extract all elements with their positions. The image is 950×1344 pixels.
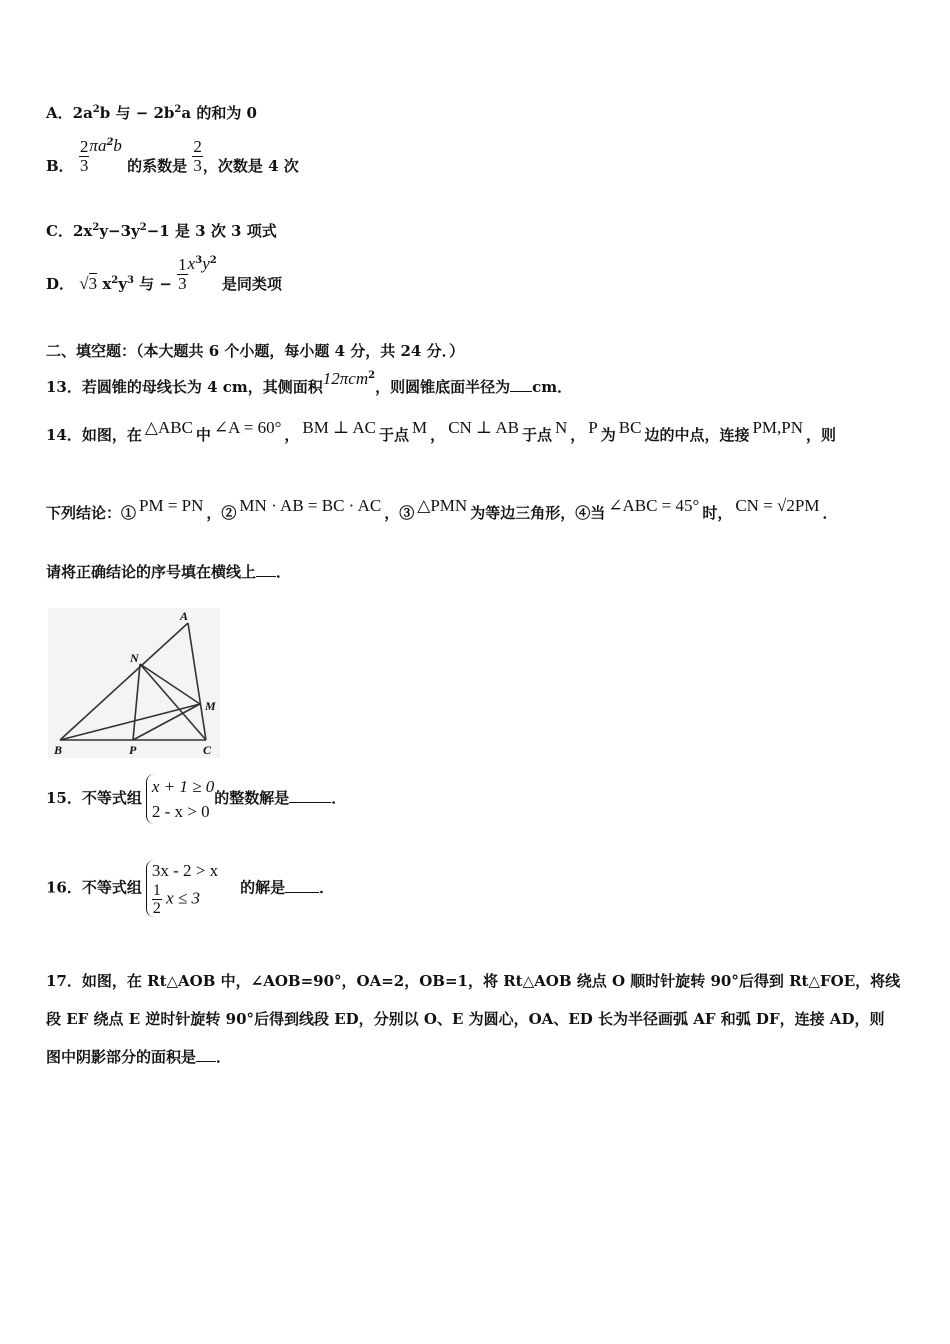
q16-row2: x ≤ 3 [161,888,201,908]
q14-text-segment: 于点 [379,426,410,444]
q14-line3-end: ． [276,563,292,581]
q13-answer-blank[interactable] [510,391,532,392]
q14-text-segment: ， [570,426,586,444]
q14-text-segment: ． [822,504,838,522]
option-c-sup2: 2 [139,222,147,233]
frac-num: 1 [152,882,161,899]
option-a-text3: a 的和为 0 [181,104,257,122]
question-17-line1: 17．如图，在 Rt△AOB 中，∠AOB=90°，OA=2，OB=1，将 Rt△AOB 绕点 O 顺时针旋转 90°后得到 Rt△FOE，将线 [46,972,901,990]
q14-math-segment: N [554,418,568,437]
q14-text-segment: ，③ [384,504,415,522]
option-d-fraction [177,256,188,293]
q14-math-segment: CN = √2PM [735,496,820,515]
question-14-line2 [46,496,838,523]
q17-answer-blank[interactable] [196,1061,216,1062]
q14-line3-text: 请将正确结论的序号填在横线上 [46,563,257,581]
question-15 [46,774,346,824]
label-c: C [203,743,212,757]
question-17-line3 [46,1046,231,1067]
question-14-line3 [46,561,291,582]
triangle-figure [48,608,220,758]
q14-math-segment: ∠A = 60° [213,418,282,437]
q14-math-segment: △PMN [417,496,468,515]
frac-num: 2 [79,137,89,156]
option-d [46,253,282,293]
option-b [46,135,299,175]
option-c-sup1: 2 [92,222,100,233]
label-n: N [130,651,139,665]
q15-text2: 的整数解是 [214,789,290,807]
option-b-label: B． [46,156,74,175]
q13-text1: 13．若圆锥的母线长为 4 cm，其侧面积 [46,378,323,396]
option-d-text2: y [118,274,127,293]
q13-text3: cm． [532,378,573,396]
option-a-text1: 2a [72,104,93,122]
option-d-x: x [187,253,196,273]
q13-text2: ，则圆锥底面半径为 [375,378,511,396]
option-d-sup3: 3 [195,254,203,266]
q15-row1: x + 1 ≥ 0 [151,777,215,796]
section-2-header: 二、填空题：（本大题共 6 个小题，每小题 4 分，共 24 分．） [46,342,465,360]
q14-text-segment: 为等边三角形，④当 [470,504,606,522]
option-d-text3: 与 − [133,274,178,293]
q14-text-segment: 于点 [521,426,552,444]
q14-text-segment: 下列结论：① [46,504,137,522]
q15-answer-blank[interactable] [289,802,331,803]
frac-num: 2 [193,137,202,156]
option-a-sup1: 2 [92,104,100,115]
q16-inequality-system [146,860,218,917]
q14-math-segment: P [588,418,598,437]
q16-text1: 16．不等式组 [46,878,142,897]
q14-math-segment: M [412,418,428,437]
label-b: B [54,743,63,757]
q14-text-segment: 为 [600,426,616,444]
option-b-fraction2 [192,138,203,175]
q14-math-segment: ∠ABC = 45° [608,496,700,515]
option-d-text4: 是同类项 [216,274,282,293]
option-a-text2: b 与 − 2b [99,104,175,122]
q16-fraction [152,882,162,917]
q14-text-segment: ， [430,426,446,444]
label-m: M [205,699,216,713]
option-d-sup4: 2 [209,254,217,266]
option-d-text1: x [97,274,112,293]
q17-line3-end: ． [216,1048,232,1066]
label-a: A [180,609,189,623]
q14-math-segment: PM = PN [139,496,204,515]
q14-text-segment: 中 [195,426,211,444]
option-c-text2: y−3y [99,222,140,240]
option-b-sup: 2 [106,136,114,148]
q15-text3: ． [331,789,347,807]
q16-text2: 的解是 [240,878,286,897]
q15-text1: 15．不等式组 [46,789,142,807]
q15-row2: 2 - x > 0 [151,802,210,821]
sqrt-sign: √3 [79,273,98,293]
frac-num: 1 [178,255,187,274]
q14-answer-blank[interactable] [256,576,276,577]
option-d-y: y [202,253,210,273]
q14-text-segment: ，② [206,504,237,522]
option-a-label: A． [46,104,73,122]
sqrt-radicand: 3 [88,273,98,293]
q13-sup: 2 [368,370,376,381]
q16-row1: 3x - 2 > x [151,861,219,880]
option-c [46,220,277,241]
q16-answer-blank[interactable] [285,892,319,893]
q14-text-segment: 时， [702,504,733,522]
option-b-text2: ，次数是 4 次 [202,156,299,175]
question-16 [46,860,334,917]
option-c-text1: 2x [72,222,93,240]
q14-text-segment: ，则 [806,426,837,444]
q13-math: 12πcm [322,369,369,388]
option-a [46,102,257,123]
option-c-text3: −1 是 3 次 3 项式 [146,222,277,240]
frac-den: 3 [193,156,202,175]
frac-den: 2 [152,900,161,917]
option-d-label: D． [46,274,75,293]
q14-math-segment: CN ⊥ AB [448,418,519,437]
option-b-b: b [113,135,122,155]
q17-line3-text: 图中阴影部分的面积是 [46,1048,197,1066]
frac-den: 3 [178,274,187,293]
q14-text-segment: ， [284,426,300,444]
question-17-line2: 段 EF 绕点 E 逆时针旋转 90°后得到线段 ED，分别以 O、E 为圆心，OA、ED 长为半径画弧 AF 和弧 DF，连接 AD，则 [46,1010,885,1028]
question-14-line1 [46,418,837,445]
q14-math-segment: BM ⊥ AC [302,418,377,437]
q15-inequality-system [146,774,214,824]
option-b-expr: πa [89,135,107,155]
option-d-sup2: 3 [126,274,134,286]
frac-den: 3 [79,156,89,175]
label-p: P [129,743,137,757]
q16-text3: ． [319,878,335,897]
q14-math-segment: PM,PN [752,418,804,437]
question-13 [46,368,573,396]
option-c-label: C． [46,222,73,240]
q14-text-segment: 14．如图，在 [46,426,142,444]
q14-math-segment: △ABC [144,418,193,437]
q14-math-segment: MN · AB = BC · AC [239,496,382,515]
option-d-sup1: 2 [111,274,119,286]
q14-math-segment: BC [618,418,642,437]
q14-text-segment: 边的中点，连接 [644,426,750,444]
option-a-sup2: 2 [174,104,182,115]
option-b-text1: 的系数是 [121,156,193,175]
option-b-fraction [79,138,90,175]
